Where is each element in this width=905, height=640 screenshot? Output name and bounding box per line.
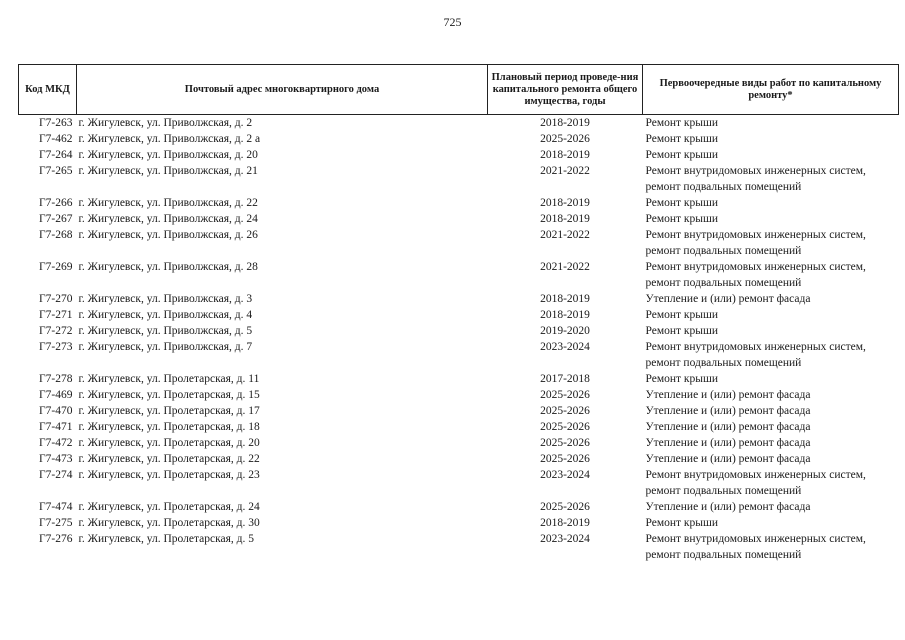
cell-period: 2021-2022: [540, 165, 590, 177]
cell-address: г. Жигулевск, ул. Пролетарская, д. 24: [78, 501, 260, 513]
cell-code: Г7-271: [39, 309, 73, 321]
cell-code: Г7-462: [39, 133, 73, 145]
cell-address: г. Жигулевск, ул. Приволжская, д. 28: [78, 261, 258, 273]
cell-code: Г7-276: [39, 533, 73, 545]
cell-work: Утепление и (или) ремонт фасада: [645, 437, 811, 449]
cell-code: Г7-267: [39, 213, 73, 225]
repair-schedule-table: [18, 64, 899, 563]
header-work: Первоочередные виды работ по капитальному ремонту*: [643, 65, 899, 115]
cell-work: Ремонт крыши: [645, 149, 719, 161]
cell-address: г. Жигулевск, ул. Пролетарская, д. 22: [78, 453, 260, 465]
table-row: [19, 515, 899, 531]
cell-work: Ремонт внутридомовых инженерных систем, ремонт подвальных помещений: [645, 469, 866, 497]
cell-address: г. Жигулевск, ул. Пролетарская, д. 20: [78, 437, 260, 449]
cell-code: Г7-270: [39, 293, 73, 305]
header-address: Почтовый адрес многоквартирного дома: [77, 65, 488, 115]
cell-work: Ремонт внутридомовых инженерных систем, ремонт подвальных помещений: [645, 533, 866, 561]
table-row: [19, 227, 899, 259]
cell-work: Утепление и (или) ремонт фасада: [645, 389, 811, 401]
cell-code: Г7-278: [39, 373, 73, 385]
table-row: [19, 259, 899, 291]
cell-period: 2025-2026: [540, 133, 590, 145]
cell-work: Ремонт внутридомовых инженерных систем, ремонт подвальных помещений: [645, 341, 866, 369]
cell-code: Г7-469: [39, 389, 73, 401]
cell-code: Г7-268: [39, 229, 73, 241]
cell-work: Ремонт крыши: [645, 197, 719, 209]
table-row: [19, 323, 899, 339]
cell-address: г. Жигулевск, ул. Приволжская, д. 26: [78, 229, 258, 241]
cell-code: Г7-272: [39, 325, 73, 337]
cell-code: Г7-264: [39, 149, 73, 161]
cell-period: 2025-2026: [540, 501, 590, 513]
cell-period: 2025-2026: [540, 389, 590, 401]
cell-code: Г7-275: [39, 517, 73, 529]
cell-address: г. Жигулевск, ул. Пролетарская, д. 11: [78, 373, 260, 385]
table-row: [19, 451, 899, 467]
cell-address: г. Жигулевск, ул. Приволжская, д. 20: [78, 149, 258, 161]
cell-period: 2017-2018: [540, 373, 590, 385]
table-row: [19, 403, 899, 419]
cell-address: г. Жигулевск, ул. Пролетарская, д. 15: [78, 389, 260, 401]
cell-work: Утепление и (или) ремонт фасада: [645, 405, 811, 417]
page-number: 725: [443, 15, 462, 29]
cell-period: 2018-2019: [540, 117, 590, 129]
cell-work: Утепление и (или) ремонт фасада: [645, 453, 811, 465]
table-row: [19, 195, 899, 211]
cell-period: 2018-2019: [540, 213, 590, 225]
cell-code: Г7-274: [39, 469, 73, 481]
cell-period: 2023-2024: [540, 469, 590, 481]
table-body: [19, 115, 899, 564]
cell-code: Г7-470: [39, 405, 73, 417]
cell-work: Ремонт крыши: [645, 309, 719, 321]
cell-address: г. Жигулевск, ул. Приволжская, д. 22: [78, 197, 258, 209]
cell-work: Утепление и (или) ремонт фасада: [645, 501, 811, 513]
cell-work: Утепление и (или) ремонт фасада: [645, 293, 811, 305]
header-period: Плановый период проведе-ния капитального ремонта общего имущества, годы: [488, 65, 643, 115]
header-code: Код МКД: [19, 65, 77, 115]
cell-period: 2023-2024: [540, 341, 590, 353]
cell-work: Ремонт крыши: [645, 325, 719, 337]
table-row: [19, 499, 899, 515]
cell-address: г. Жигулевск, ул. Пролетарская, д. 23: [78, 469, 260, 481]
cell-period: 2018-2019: [540, 293, 590, 305]
cell-period: 2021-2022: [540, 229, 590, 241]
table-row: [19, 147, 899, 163]
table-row: [19, 435, 899, 451]
table-row: [19, 371, 899, 387]
cell-period: 2019-2020: [540, 325, 590, 337]
header-row: [19, 65, 899, 115]
table-row: [19, 307, 899, 323]
table-row: [19, 467, 899, 499]
cell-period: 2018-2019: [540, 309, 590, 321]
table-row: [19, 531, 899, 563]
cell-address: г. Жигулевск, ул. Приволжская, д. 24: [78, 213, 258, 225]
cell-period: 2025-2026: [540, 437, 590, 449]
table-row: [19, 131, 899, 147]
cell-period: 2018-2019: [540, 517, 590, 529]
cell-address: г. Жигулевск, ул. Приволжская, д. 5: [78, 325, 253, 337]
cell-code: Г7-269: [39, 261, 73, 273]
cell-work: Ремонт крыши: [645, 213, 719, 225]
table-header: [19, 65, 899, 115]
cell-work: Ремонт крыши: [645, 373, 719, 385]
cell-code: Г7-263: [39, 117, 73, 129]
cell-period: 2023-2024: [540, 533, 590, 545]
cell-work: Ремонт внутридомовых инженерных систем, ремонт подвальных помещений: [645, 261, 866, 289]
cell-work: Ремонт крыши: [645, 117, 719, 129]
cell-address: г. Жигулевск, ул. Пролетарская, д. 17: [78, 405, 260, 417]
cell-period: 2025-2026: [540, 453, 590, 465]
cell-code: Г7-472: [39, 437, 73, 449]
table-row: [19, 163, 899, 195]
cell-address: г. Жигулевск, ул. Пролетарская, д. 18: [78, 421, 260, 433]
cell-code: Г7-471: [39, 421, 73, 433]
cell-period: 2018-2019: [540, 149, 590, 161]
cell-code: Г7-266: [39, 197, 73, 209]
table-row: [19, 291, 899, 307]
cell-address: г. Жигулевск, ул. Приволжская, д. 2 а: [78, 133, 261, 145]
cell-address: г. Жигулевск, ул. Приволжская, д. 4: [78, 309, 253, 321]
cell-address: г. Жигулевск, ул. Приволжская, д. 3: [78, 293, 253, 305]
cell-address: г. Жигулевск, ул. Приволжская, д. 2: [78, 117, 253, 129]
cell-address: г. Жигулевск, ул. Приволжская, д. 21: [78, 165, 258, 177]
cell-period: 2018-2019: [540, 197, 590, 209]
cell-work: Ремонт внутридомовых инженерных систем, ремонт подвальных помещений: [645, 165, 866, 193]
table-row: [19, 211, 899, 227]
table-row: [19, 419, 899, 435]
cell-code: Г7-273: [39, 341, 73, 353]
cell-address: г. Жигулевск, ул. Пролетарская, д. 5: [78, 533, 254, 545]
cell-period: 2021-2022: [540, 261, 590, 273]
cell-code: Г7-473: [39, 453, 73, 465]
table-row: [19, 387, 899, 403]
cell-period: 2025-2026: [540, 421, 590, 433]
table-row: [19, 339, 899, 371]
cell-work: Ремонт крыши: [645, 517, 719, 529]
cell-code: Г7-265: [39, 165, 73, 177]
cell-address: г. Жигулевск, ул. Приволжская, д. 7: [78, 341, 253, 353]
cell-work: Ремонт внутридомовых инженерных систем, ремонт подвальных помещений: [645, 229, 866, 257]
cell-address: г. Жигулевск, ул. Пролетарская, д. 30: [78, 517, 260, 529]
cell-code: Г7-474: [39, 501, 73, 513]
cell-work: Утепление и (или) ремонт фасада: [645, 421, 811, 433]
table-row: [19, 115, 899, 132]
cell-work: Ремонт крыши: [645, 133, 719, 145]
cell-period: 2025-2026: [540, 405, 590, 417]
